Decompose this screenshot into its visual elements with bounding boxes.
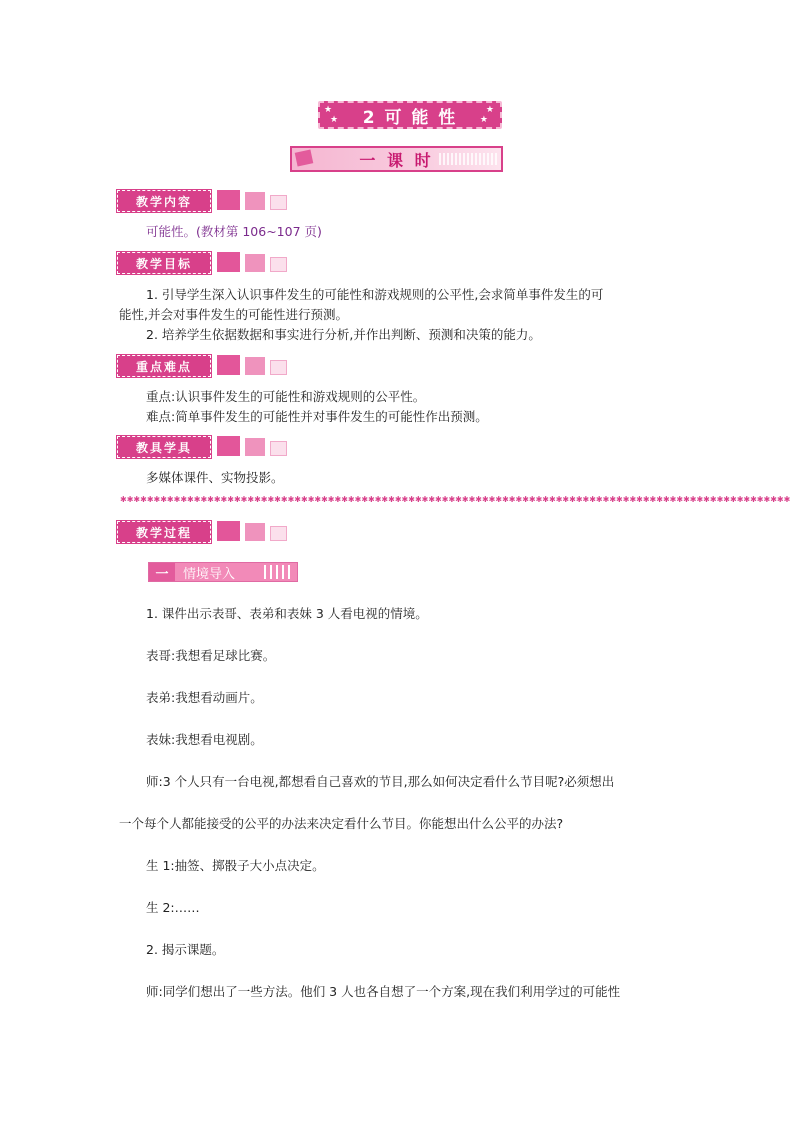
content-line: 可能性。(教材第 106~107 页)	[146, 224, 322, 239]
pink-square-icon	[295, 149, 314, 166]
process-line: 生 1:抽签、掷骰子大小点决定。	[146, 858, 325, 873]
process-line: 1. 课件出示表哥、表弟和表妹 3 人看电视的情境。	[146, 606, 428, 621]
square-decoration	[245, 438, 265, 456]
process-line: 表哥:我想看足球比赛。	[146, 648, 276, 663]
square-decoration	[217, 355, 240, 375]
star-icon: ★	[479, 115, 488, 125]
square-decoration	[270, 360, 287, 375]
square-decoration	[217, 521, 240, 541]
star-icon: ★	[485, 105, 494, 115]
square-decoration	[270, 195, 287, 210]
lesson-title: 2 可 能 性	[362, 107, 458, 128]
section-label: 重点难点	[117, 355, 211, 377]
subtitle-banner	[290, 146, 503, 172]
process-line: 表弟:我想看动画片。	[146, 690, 263, 705]
square-decoration	[217, 436, 240, 456]
goal-line: 2. 培养学生依据数据和事实进行分析,并作出判断、预测和决策的能力。	[146, 327, 541, 342]
section-label: 教具学具	[117, 436, 211, 458]
bars-decoration	[264, 565, 294, 579]
square-decoration	[245, 523, 265, 541]
star-icon: ★	[324, 105, 333, 115]
process-line: 表妹:我想看电视剧。	[146, 732, 263, 747]
square-decoration	[270, 526, 287, 541]
subtitle: 一 课 时	[359, 150, 434, 170]
square-decoration	[245, 192, 265, 210]
process-line: 一个每个人都能接受的公平的办法来决定看什么节目。你能想出什么公平的办法?	[119, 816, 564, 831]
square-decoration	[217, 190, 240, 210]
square-decoration	[245, 357, 265, 375]
process-line: 生 2:……	[146, 900, 200, 915]
square-decoration	[270, 441, 287, 456]
lesson-title-banner	[318, 101, 502, 129]
section-label: 教学过程	[117, 521, 211, 543]
stripes-decoration	[439, 153, 497, 165]
goal-line: 1. 引导学生深入认识事件发生的可能性和游戏规则的公平性,会求简单事件发生的可	[146, 287, 604, 302]
process-line: 师:同学们想出了一些方法。他们 3 人也各自想了一个方案,现在我们利用学过的可能性	[146, 984, 621, 999]
goal-line: 能性,并会对事件发生的可能性进行预测。	[119, 307, 348, 322]
tools-line: 多媒体课件、实物投影。	[146, 470, 284, 485]
key-point-line: 重点:认识事件发生的可能性和游戏规则的公平性。	[146, 389, 426, 404]
subsection-label: 情境导入	[175, 563, 297, 581]
difficulty-line: 难点:简单事件发生的可能性并对事件发生的可能性作出预测。	[146, 409, 488, 424]
subsection-header-intro	[148, 562, 298, 582]
star-icon: ★	[330, 115, 339, 125]
dotted-divider: ✱✱✱✱✱✱✱✱✱✱✱✱✱✱✱✱✱✱✱✱✱✱✱✱✱✱✱✱✱✱✱✱✱✱✱✱✱✱✱✱✱✱✱✱✱✱✱✱✱✱✱✱✱✱✱✱✱✱✱✱✱✱✱✱✱✱✱✱✱✱✱✱✱✱✱✱✱✱✱✱✱✱✱✱✱✱✱✱✱✱✱✱✱✱✱✱✱✱✱✱	[120, 495, 791, 504]
subsection-number: 一	[149, 563, 175, 581]
process-line: 2. 揭示课题。	[146, 942, 225, 957]
square-decoration	[270, 257, 287, 272]
square-decoration	[245, 254, 265, 272]
square-decoration	[217, 252, 240, 272]
section-label: 教学内容	[117, 190, 211, 212]
process-line: 师:3 个人只有一台电视,都想看自己喜欢的节目,那么如何决定看什么节目呢?必须想出	[146, 774, 615, 789]
section-label: 教学目标	[117, 252, 211, 274]
